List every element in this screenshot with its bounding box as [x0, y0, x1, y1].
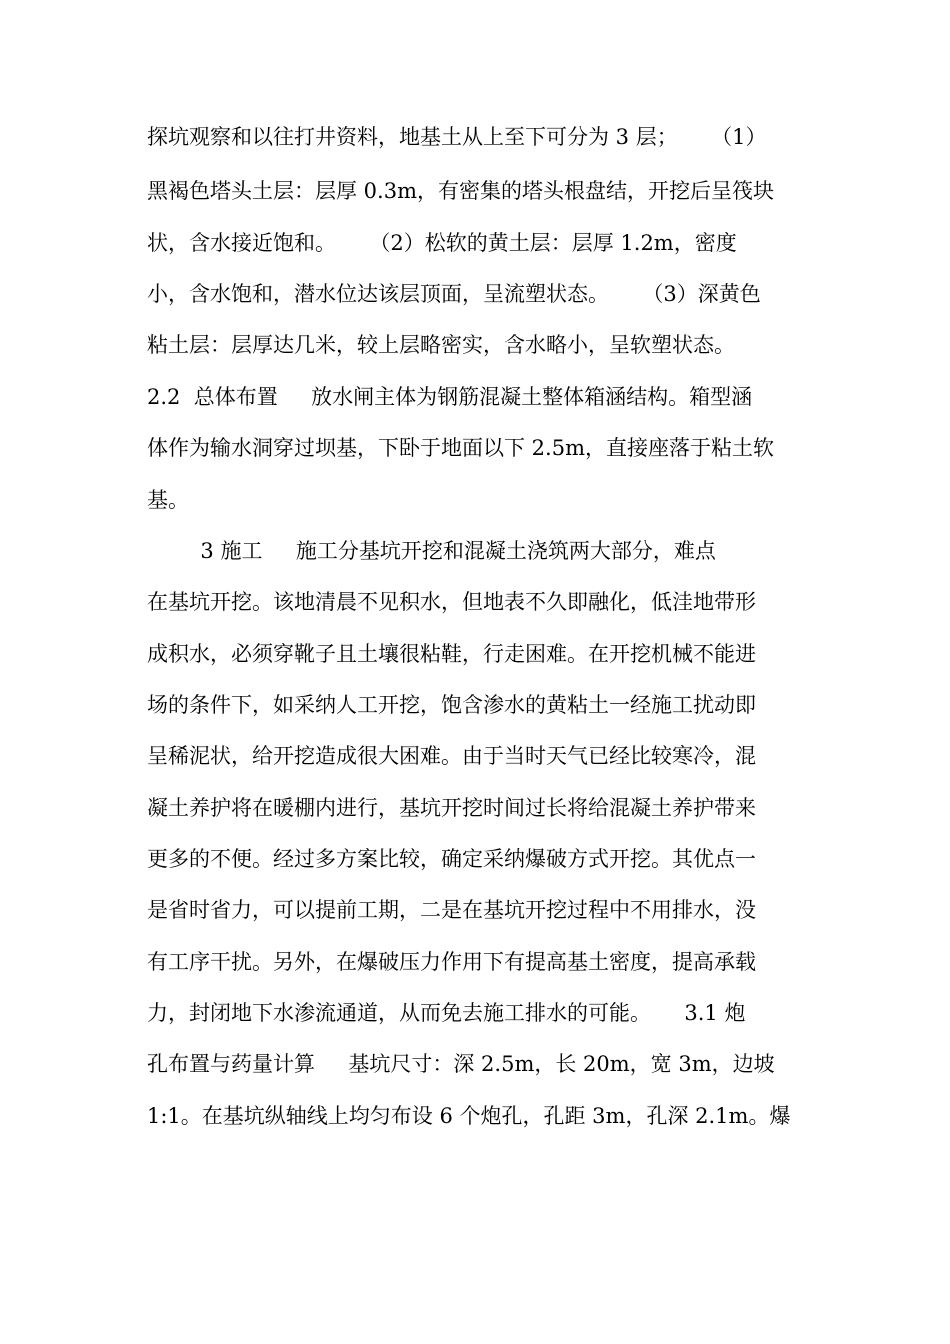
text-line: 基。	[147, 488, 189, 512]
text-line: 力，封闭地下水渗流通道，从而免去施工排水的可能。 3.1 炮	[147, 1001, 746, 1025]
text-line: 是省时省力，可以提前工期，二是在基坑开挖过程中不用排水，没	[147, 898, 756, 922]
text-line: 黑褐色塔头土层：层厚 0.3m，有密集的塔头根盘结，开挖后呈筏块	[147, 179, 774, 203]
text-line: 1:1。在基坑纵轴线上均匀布设 6 个炮孔，孔距 3m，孔深 2.1m。爆	[147, 1104, 791, 1128]
text-line: 小，含水饱和，潜水位达该层顶面，呈流塑状态。 （3）深黄色	[147, 282, 761, 306]
text-line: 有工序干扰。另外，在爆破压力作用下有提高基土密度，提高承载	[147, 950, 756, 974]
text-line: 探坑观察和以往打井资料，地基土从上至下可分为 3 层； （1）	[147, 125, 767, 149]
text-line: 呈稀泥状，给开挖造成很大困难。由于当时天气已经比较寒冷，混	[147, 744, 756, 768]
text-line: 粘土层：层厚达几米，较上层略密实，含水略小，呈软塑状态。	[147, 333, 735, 357]
text-line: 成积水，必须穿靴子且土壤很粘鞋，行走困难。在开挖机械不能进	[147, 642, 756, 666]
section-heading-line: 2.2 总体布置 放水闸主体为钢筋混凝土整体箱涵结构。箱型涵	[147, 385, 753, 409]
text-line: 在基坑开挖。该地清晨不见积水，但地表不久即融化，低洼地带形	[147, 590, 756, 614]
section-heading-line: 3 施工 施工分基坑开挖和混凝土浇筑两大部分，难点	[147, 539, 716, 563]
text-line: 孔布置与药量计算 基坑尺寸：深 2.5m，长 20m，宽 3m，边坡	[147, 1052, 775, 1076]
text-line: 凝土养护将在暖棚内进行，基坑开挖时间过长将给混凝土养护带来	[147, 796, 756, 820]
text-line: 状，含水接近饱和。 （2）松软的黄土层：层厚 1.2m，密度	[147, 231, 737, 255]
text-line: 体作为输水洞穿过坝基，下卧于地面以下 2.5m，直接座落于粘土软	[147, 436, 774, 460]
text-line: 场的条件下，如采纳人工开挖，饱含渗水的黄粘土一经施工扰动即	[147, 693, 756, 717]
text-line: 更多的不便。经过多方案比较，确定采纳爆破方式开挖。其优点一	[147, 847, 756, 871]
